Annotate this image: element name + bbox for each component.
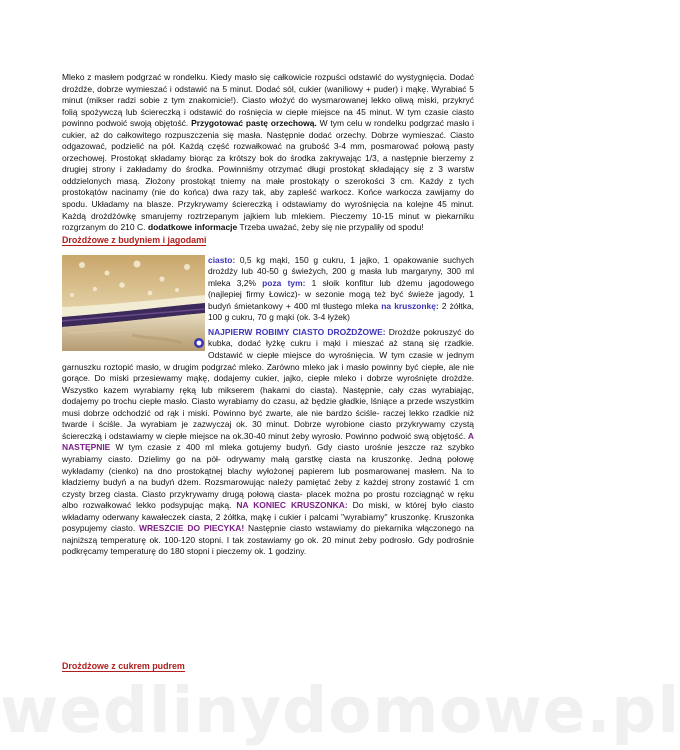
watermark-text: wedlinydomowe.pl [0, 674, 680, 747]
text-run: WRESZCIE DO PIECYKA! [139, 523, 245, 534]
text-run: Następnie ciasto wstawiamy do piekarnika włączonego na najniższą temperaturę ok. 100-120 stopni. I tak zostawiamy go ok. 20 minut żeby podrosło. Gdy podrośnie podkręcamy temperaturę do 180 stopni i pieczemy ok. 1 godziny. [62, 523, 474, 557]
text-run: NA KONIEC KRUSZONKA: [236, 500, 348, 511]
text-run: Trzeba uważać, żeby się nie przypaliły od spodu! [237, 222, 424, 233]
section-title-budyn-jagody[interactable]: Drożdżowe z budyniem i jagodami [62, 234, 207, 245]
recipe-budyn-jagody [62, 255, 474, 558]
text-run: A NASTĘPNIE [62, 430, 474, 453]
text-run: W tym czasie z 400 ml mleka gotujemy budyń. Gdy ciasto urośnie jeszcze raz szybko wyrabiamy ciasto. Dzielimy go na pół- odrywamy małą garstkę ciasta na kruszonkę. Jedną połowę wykładamy (cienko) na dno prostokątnej blachy wyłożonej papierem lub posmarowanej masłem. Na to kładziemy budyń a na budyń dżem. Rozsmarowując należy pamiętać żeby z każdej strony zostawić 1 cm czysty brzeg ciasta. Ciasto przykrywamy drugą połową ciasta- placek można po prostu rozciągnąć w ręku albo rozwałkować lekko podsypując mąką. [62, 442, 474, 511]
text-run: W tym celu w rondelku podgrzać masło i cukier, aż do całkowitego rozpuszczenia się masła. Następnie dodać orzechy. Dobrze wymieszać. Ciasto odgazować, podzielić na pół. Każdą część rozwałkować na grubość 3-4 mm, posmarować połową pasty orzechowej. Prostokąt składamy biorąc za krótszy bok do środka zakrywając 1/3, a następnie bierzemy z drugiej strony i zakładamy do środka. Powinniśmy otrzymać długi prostokąt składający się z 3 warstw oddzielonych masą. Złożony prostokąt tniemy na małe prostokąty o szerokości 3 cm. Każdy z tych prostokątów nacinamy (nie do końca) dwa razy tak, aby zapleść warkocz. Końce warkocza zawijamy do spodu. Układamy na blasze. Przykrywamy ściereczką i odstawiamy do wyrośnięcia na kolejne 45 minut. Każdą drożdżówkę smarujemy roztrzepanym jajkiem lub mlekiem. Pieczemy 10-15 minut w piekarniku rozgrzanym do 210 C. [62, 118, 474, 233]
instructions-paragraph [62, 327, 474, 558]
text-run: 1 słoik konfitur lub dżemu jagodowego (najlepiej firmy Łowicz)- w sezonie mogą też być świeże jagody, 1 budyń śmietankowy + 400 ml tłustego mleka [208, 277, 474, 311]
text-run: Do miski, w której było ciasto wkładamy oderwany kawałeczek ciasta, 2 żółtka, mąkę i cukier i palcami "wyrabiamy" kruszonkę. Kruszonka posypujemy ciasto. [62, 500, 474, 534]
document-page [62, 72, 474, 558]
text-run: dodatkowe informacje [147, 222, 238, 233]
text-run: na kruszonkę: [381, 300, 439, 311]
text-run: Przygotować pastę orzechową. [191, 118, 317, 129]
section-title-cukier-puder[interactable]: Drożdżowe z cukrem pudrem [62, 661, 185, 671]
text-run: poza tym: [262, 277, 306, 288]
text-run: 2 żółtka, 100 g cukru, 70 g mąki (ok. 3-4 łyżek) [208, 300, 475, 323]
text-run: Mleko z masłem podgrzać w rondelku. Kiedy masło się całkowicie rozpuści odstawić do wystygnięcia. Dodać drożdże, dobrze wymieszać i odstawić na 5 minut. Dodać sól, cukier (waniliowy + puder) i mąkę. Wyrabiać 5 minut (mikser radzi sobie z tym znakomicie!). Ciasto włożyć do wysmarowanej lekko oliwą miski, przykryć folią spożywczą lub ściereczką i odstawić do rośnięcia w ciepłe miejsce na 45 minut. W tym czasie ciasto powinno podwoić swoją objętość. [62, 72, 474, 129]
text-run: ciasto: [208, 254, 236, 265]
text-run: Drożdże pokruszyć do kubka, dodać łyżkę cukru i mąki i mieszać aż staną się rzadkie. Odstawić w ciepłe miejsce do wyrośnięcia. W tym czasie w jednym garnuszku roztopić masło, w drugim podgrzać mleko. Zarówno mleko jak i masło powinny być ciepłe, ale nie gorące. Do miski przesiewamy mąkę, dodajemy cukier, jajko, ciepłe mleko i dobrze wyrośnięte drożdże. Wszystko kazem wyrabiamy ręką lub mikserem (hakami do ciasta). Następnie, cały czas wyrabiając, dodajemy po trochu ciepłe masło. Ciasto wyrabiamy do czasu, aż będzie gładkie, lśniące a przede wszystkim musi dobrze odchodzić od rąk i miski. Powinno być zwarte, ale nie bardzo ściśle- raczej lekko rzadkie niż twarde i ściśle. Ja wyrabiam je zazwyczaj ok. 30 minut. Dobrze wyrobione ciasto przykrywamy czystą ściereczką i odstawiamy w ciepłe miejsce na ok.30-40 minut żeby wyrosło. Powinno podwoić swą objętość. [62, 326, 474, 441]
text-run: 0,5 kg mąki, 150 g cukru, 1 jajko, 1 opakowanie suchych drożdży lub 40-50 g świeżych, 200 g masła lub margaryny, 300 ml mleka 3,2% [208, 254, 474, 288]
cake-photo [62, 255, 205, 351]
paragraph-nut-pastry [62, 72, 474, 234]
text-run: NAJPIERW ROBIMY CIASTO DROŻDŻOWE: [208, 326, 386, 337]
